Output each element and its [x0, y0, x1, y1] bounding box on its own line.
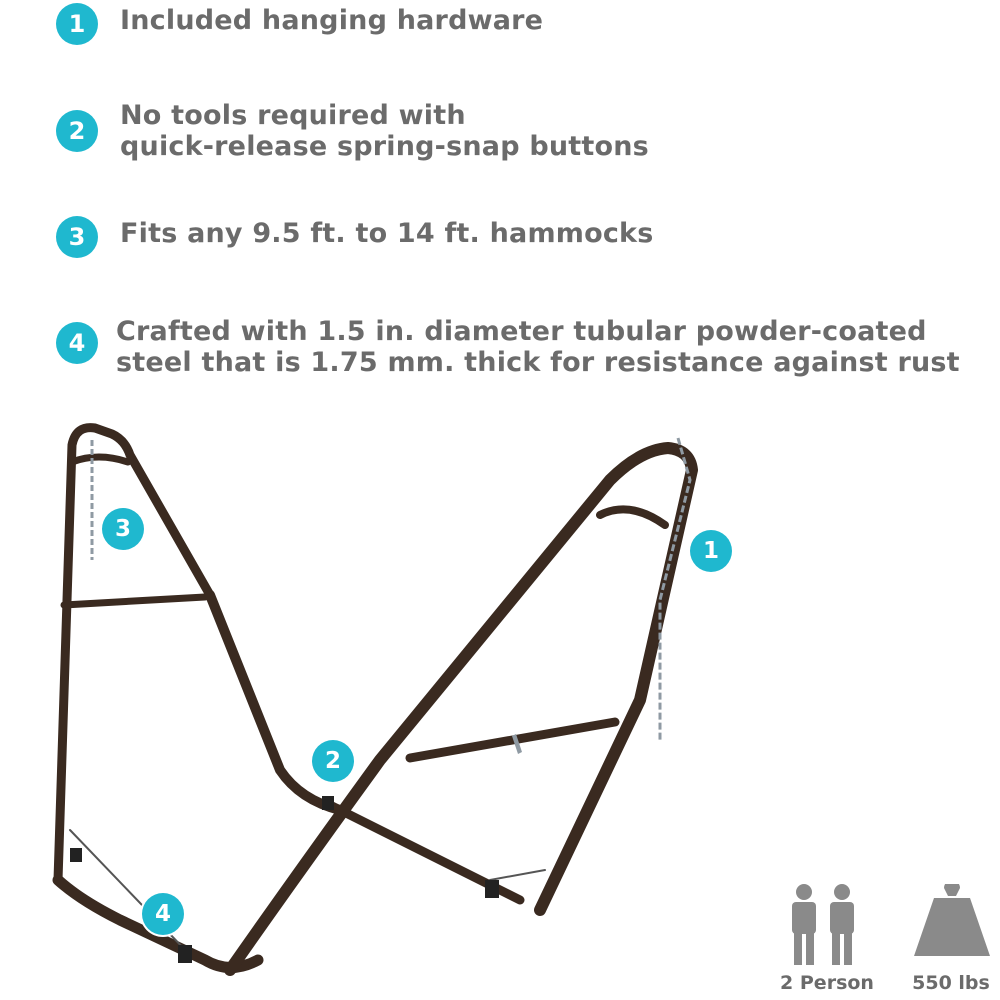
right-cross-bar [410, 722, 615, 758]
support-cable [70, 830, 190, 955]
feature-line: steel that is 1.75 mm. thick for resistance against rust [116, 347, 960, 378]
joint-cap [178, 945, 192, 963]
feature-number-badge: 2 [56, 110, 98, 152]
feature-text [120, 218, 654, 249]
feature-line: No tools required with [120, 100, 466, 131]
feature-text [120, 100, 649, 162]
feature-line: Fits any 9.5 ft. to 14 ft. hammocks [120, 218, 654, 249]
feature-number-badge: 1 [56, 3, 98, 45]
feature-line: Included hanging hardware [120, 5, 544, 36]
feature-text [120, 5, 543, 36]
right-arch [230, 448, 692, 970]
left-inner-bar [72, 457, 128, 462]
feature-line: Crafted with 1.5 in. diameter tubular powder-coated [116, 316, 927, 347]
hammock-stand-image [0, 400, 760, 1000]
left-arch [58, 428, 210, 880]
feature-number-badge: 4 [56, 322, 98, 364]
left-cross-bar [64, 597, 205, 605]
callout-3: 3 [102, 508, 144, 550]
joint-cap [322, 796, 334, 810]
callout-1: 1 [690, 530, 732, 572]
callout-2: 2 [312, 740, 354, 782]
support-cable [490, 870, 545, 880]
joint-cap [70, 848, 82, 862]
capacity-weight-label: 550 lbs [912, 972, 990, 994]
two-person-icon [784, 882, 864, 967]
callout-4: 4 [142, 893, 184, 935]
feature-number-badge: 3 [56, 216, 98, 258]
weight-icon [912, 884, 992, 960]
right-inner-bar [600, 509, 665, 525]
feature-text [116, 316, 960, 378]
capacity-people-label: 2 Person [780, 972, 874, 994]
joint-cap [485, 880, 499, 898]
feature-line: quick-release spring-snap buttons [120, 131, 649, 162]
